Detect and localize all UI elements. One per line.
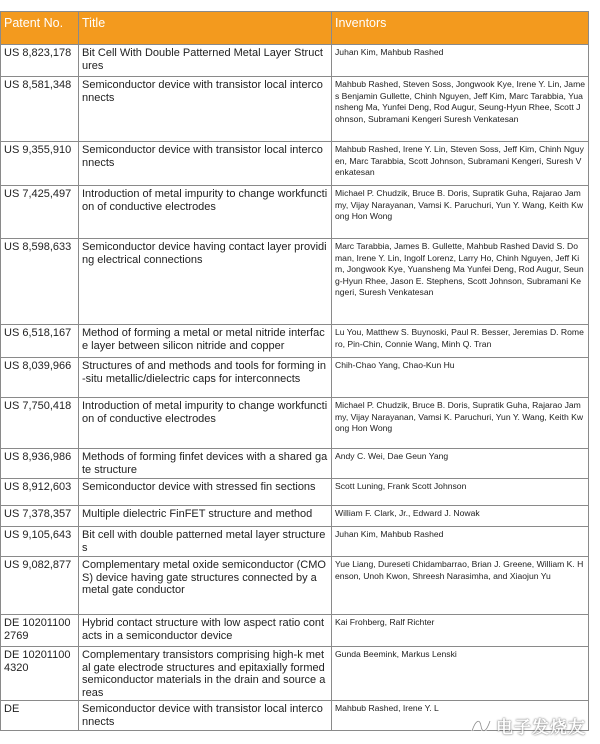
title-cell [79, 77, 332, 142]
title-cell-text: Complementary metal oxide semiconductor (CMOS) device having gate structures connected by a metal gate conductor [82, 559, 326, 596]
inventors-cell-text: Lu You, Matthew S. Buynoski, Paul R. Besser, Jeremias D. Romero, Pin-Chin, Connie Wang, Minh Q. Tran [335, 327, 584, 349]
watermark [470, 713, 586, 738]
patent-number-cell-text: DE 102011004320 [4, 649, 71, 674]
inventors-cell-text: Juhan Kim, Mahbub Rashed [335, 47, 444, 57]
table-row [1, 527, 589, 557]
inventors-cell [332, 527, 589, 557]
inventors-cell-text: Mahbub Rashed, Irene Y. L [335, 703, 439, 713]
title-cell [79, 239, 332, 325]
patent-number-cell-text: US 8,936,986 [4, 451, 72, 463]
table-row [1, 506, 589, 527]
inventors-cell-text: William F. Clark, Jr., Edward J. Nowak [335, 508, 480, 518]
inventors-cell-text: Yue Liang, Dureseti Chidambarrao, Brian J. Greene, William K. Henson, Unoh Kwon, Shreesh Narasimha, and Xiaojun Yu [335, 559, 584, 581]
title-cell [79, 398, 332, 449]
title-cell-text: Complementary transistors comprising high-k metal gate electrode structures and epitaxially formed semiconductor materials in the drain and source areas [82, 649, 326, 699]
title-cell-text: Structures of and methods and tools for forming in-situ metallic/dielectric caps for interconnects [82, 360, 326, 385]
inventors-cell-text: Juhan Kim, Mahbub Rashed [335, 529, 444, 539]
patent-number-cell [1, 358, 79, 398]
title-cell-text: Bit Cell With Double Patterned Metal Layer Structures [82, 47, 323, 72]
patent-number-cell [1, 77, 79, 142]
title-cell-text: Semiconductor device with transistor local interconnects [82, 703, 323, 728]
title-cell [79, 557, 332, 615]
patent-number-cell-text: US 9,355,910 [4, 144, 72, 156]
title-cell [79, 647, 332, 701]
inventors-cell [332, 647, 589, 701]
patent-number-cell-text: US 8,912,603 [4, 481, 72, 493]
patent-number-cell [1, 615, 79, 647]
watermark-logo-icon [470, 717, 492, 735]
patent-number-cell [1, 186, 79, 239]
table-row [1, 449, 589, 479]
title-cell [79, 186, 332, 239]
table-row [1, 325, 589, 358]
inventors-cell [332, 358, 589, 398]
table-row [1, 557, 589, 615]
patent-number-cell-text: US 8,823,178 [4, 47, 72, 59]
title-cell-text: Hybrid contact structure with low aspect ratio contacts in a semiconductor device [82, 617, 325, 642]
table-row [1, 45, 589, 77]
title-cell [79, 615, 332, 647]
inventors-cell-text: Gunda Beemink, Markus Lenski [335, 649, 457, 659]
inventors-cell [332, 239, 589, 325]
inventors-cell [332, 557, 589, 615]
table-row [1, 479, 589, 506]
inventors-cell [332, 398, 589, 449]
patent-number-cell-text: US 8,598,633 [4, 241, 72, 253]
patent-number-cell-text: US 9,082,877 [4, 559, 72, 571]
inventors-cell [332, 479, 589, 506]
patent-number-cell-text: US 7,425,497 [4, 188, 72, 200]
title-cell [79, 527, 332, 557]
table-row [1, 358, 589, 398]
inventors-cell [332, 45, 589, 77]
inventors-cell [332, 142, 589, 186]
title-cell-text: Semiconductor device with transistor local interconnects [82, 144, 323, 169]
patent-number-cell [1, 647, 79, 701]
title-cell [79, 479, 332, 506]
inventors-cell-text: Mahbub Rashed, Irene Y. Lin, Steven Soss, Jeff Kim, Chinh Nguyen, Marc Tarabbia, Scott Johnson, Subramani Kengeri, Suresh Venkatesan [335, 144, 584, 177]
patent-table [0, 11, 589, 731]
patent-number-cell-text: US 7,378,357 [4, 508, 72, 520]
title-cell [79, 142, 332, 186]
table-row [1, 142, 589, 186]
table-row [1, 186, 589, 239]
table-row [1, 239, 589, 325]
title-cell-text: Method of forming a metal or metal nitride interface layer between silicon nitride and copper [82, 327, 325, 352]
patent-number-cell [1, 479, 79, 506]
title-cell-text: Semiconductor device with transistor local interconnects [82, 79, 323, 104]
title-cell [79, 449, 332, 479]
table-row [1, 77, 589, 142]
table-row [1, 615, 589, 647]
patent-number-cell-text: DE [4, 703, 20, 715]
title-cell-text: Multiple dielectric FinFET structure and method [82, 508, 313, 520]
inventors-cell-text: Kai Frohberg, Ralf Richter [335, 617, 435, 627]
patent-number-cell [1, 701, 79, 731]
title-cell-text: Introduction of metal impurity to change workfunction of conductive electrodes [82, 188, 328, 213]
patent-number-cell-text: US 6,518,167 [4, 327, 72, 339]
header-inventors: Inventors [332, 12, 589, 45]
table-row [1, 398, 589, 449]
patent-number-cell [1, 527, 79, 557]
inventors-cell [332, 449, 589, 479]
patent-number-cell-text: US 8,581,348 [4, 79, 72, 91]
patent-number-cell [1, 45, 79, 77]
patent-number-cell-text: US 8,039,966 [4, 360, 72, 372]
title-cell-text: Introduction of metal impurity to change workfunction of conductive electrodes [82, 400, 328, 425]
inventors-cell [332, 186, 589, 239]
title-cell-text: Bit cell with double patterned metal layer structures [82, 529, 326, 554]
patent-number-cell [1, 557, 79, 615]
title-cell [79, 325, 332, 358]
patent-number-cell [1, 398, 79, 449]
title-cell [79, 701, 332, 731]
title-cell [79, 358, 332, 398]
inventors-cell [332, 506, 589, 527]
patent-number-cell [1, 325, 79, 358]
header-patent-no: Patent No. [1, 12, 79, 45]
title-cell-text: Methods of forming finfet devices with a shared gate structure [82, 451, 328, 476]
title-cell-text: Semiconductor device having contact layer providing electrical connections [82, 241, 327, 266]
table-row [1, 647, 589, 701]
header-title: Title [79, 12, 332, 45]
inventors-cell-text: Chih-Chao Yang, Chao-Kun Hu [335, 360, 455, 370]
inventors-cell-text: Michael P. Chudzik, Bruce B. Doris, Supratik Guha, Rajarao Jammy, Vijay Narayanan, Vamsi K. Paruchuri, Yun Y. Wang, Keith Kwong Hon Wong [335, 188, 584, 221]
title-cell-text: Semiconductor device with stressed fin sections [82, 481, 316, 493]
inventors-cell-text: Michael P. Chudzik, Bruce B. Doris, Supratik Guha, Rajarao Jammy, Vijay Narayanan, Vamsi K. Paruchuri, Yun Y. Wang, Keith Kwong Hon Wong [335, 400, 584, 433]
inventors-cell [332, 77, 589, 142]
patent-number-cell-text: US 9,105,643 [4, 529, 72, 541]
inventors-cell-text: Andy C. Wei, Dae Geun Yang [335, 451, 449, 461]
title-cell [79, 506, 332, 527]
patent-number-cell [1, 239, 79, 325]
table-header-row [1, 12, 589, 45]
inventors-cell-text: Marc Tarabbia, James B. Gullette, Mahbub Rashed David S. Doman, Irene Y. Lin, Ingolf Lorenz, Larry Ho, Chinh Nguyen, Jeff Kim, Jongwook Kye, Yuansheng Ma Yunfei Deng, Rod Augur, Seung-Hyun Rhee, Jason E. Stephens, Scott Johnson, Subramani Kengeri, Suresh Venkatesan [335, 241, 584, 297]
inventors-cell [332, 615, 589, 647]
inventors-cell-text: Scott Luning, Frank Scott Johnson [335, 481, 467, 491]
watermark-text: 电子发烧友 [496, 718, 586, 738]
inventors-cell-text: Mahbub Rashed, Steven Soss, Jongwook Kye, Irene Y. Lin, James Benjamin Gullette, Chinh Nguyen, Jeff Kim, Marc Tarabbia, Yuansheng Ma, Yunfei Deng, Rod Augur, Seung-Hyun Rhee, Scott Johnson, Subramani Kengeri Suresh Venkatesan [335, 79, 586, 124]
patent-number-cell [1, 506, 79, 527]
patent-number-cell [1, 449, 79, 479]
patent-number-cell-text: DE 102011002769 [4, 617, 71, 642]
inventors-cell [332, 325, 589, 358]
patent-number-cell-text: US 7,750,418 [4, 400, 72, 412]
title-cell [79, 45, 332, 77]
patent-number-cell [1, 142, 79, 186]
